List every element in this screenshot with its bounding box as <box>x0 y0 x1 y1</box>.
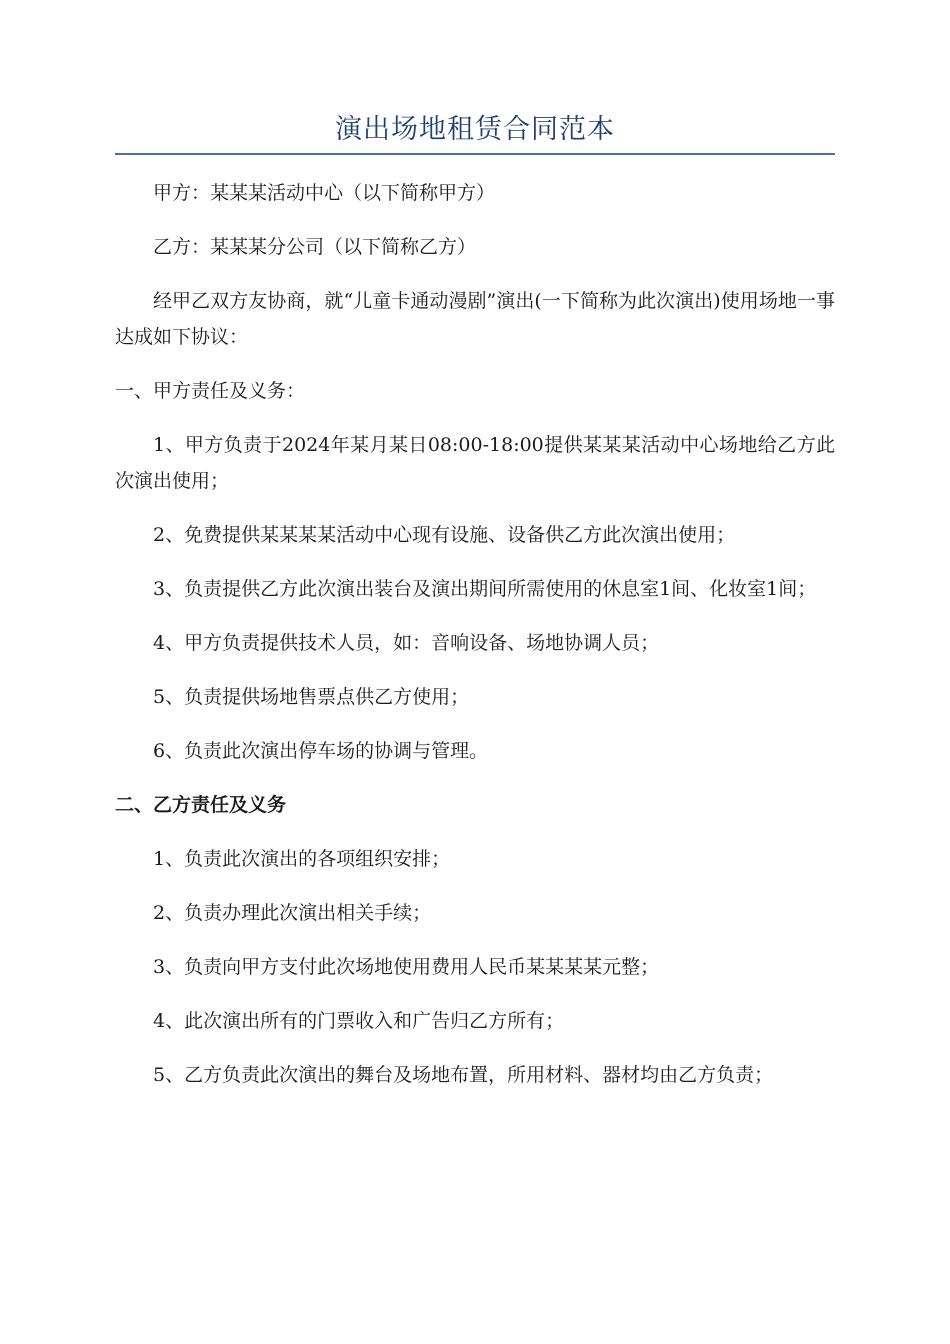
section-2-item: 2、负责办理此次演出相关手续； <box>153 902 432 924</box>
section-1-item: 6、负责此次演出停车场的协调与管理。 <box>153 740 489 762</box>
section-2-heading: 二、乙方责任及义务 <box>115 794 287 816</box>
section-2-item: 5、乙方负责此次演出的舞台及场地布置，所用材料、器材均由乙方负责； <box>153 1064 774 1086</box>
section-1-item: 4、甲方负责提供技术人员，如：音响设备、场地协调人员； <box>153 632 660 654</box>
section-1-item: 5、负责提供场地售票点供乙方使用； <box>153 686 470 708</box>
section-1-item: 2、免费提供某某某某活动中心现有设施、设备供乙方此次演出使用； <box>153 524 736 546</box>
section-2-item: 1、负责此次演出的各项组织安排； <box>153 848 451 870</box>
document-title: 演出场地租赁合同范本 <box>335 114 615 145</box>
intro-paragraph: 经甲乙双方友协商，就“儿童卡通动漫剧”演出(一下简称为此次演出)使用场地一事达成如下协议： <box>115 290 835 348</box>
section-2-item: 3、负责向甲方支付此次场地使用费用人民币某某某某元整； <box>153 956 660 978</box>
section-2-item: 4、此次演出所有的门票收入和广告归乙方所有； <box>153 1010 565 1032</box>
section-1-item: 1、甲方负责于2024年某月某日08:00-18:00提供某某某活动中心场地给乙方此次演出使用； <box>115 434 835 492</box>
section-1-item: 3、负责提供乙方此次演出装台及演出期间所需使用的休息室1间、化妆室1间； <box>153 578 817 600</box>
party-b-line: 乙方：某某某分公司（以下简称乙方） <box>153 236 477 258</box>
section-1-heading: 一、甲方责任及义务： <box>115 380 306 402</box>
party-a-line: 甲方：某某某活动中心（以下简称甲方） <box>153 182 496 204</box>
title-underline <box>115 153 835 155</box>
document-body <box>115 175 835 1111</box>
